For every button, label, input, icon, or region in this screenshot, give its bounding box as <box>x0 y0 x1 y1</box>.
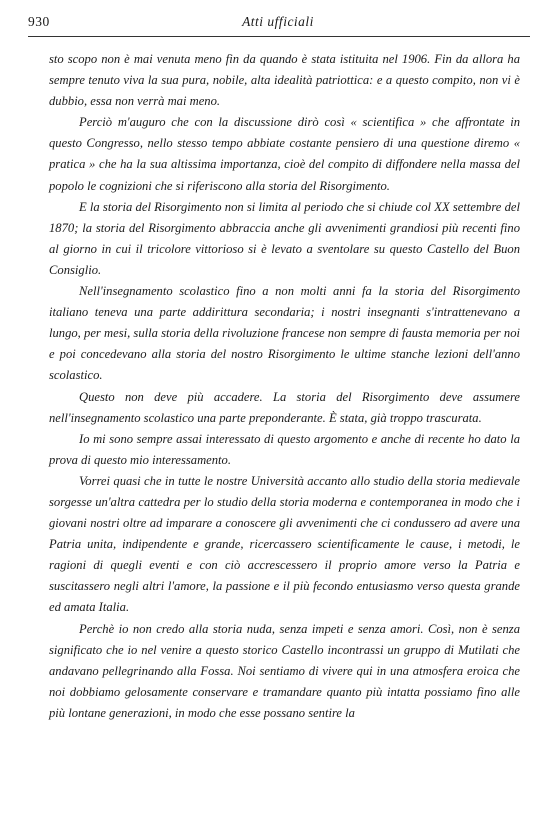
paragraph-6: Io mi sono sempre assai interessato di questo argomento e anche di recente ho dato la prova di questo mio interessamento. <box>49 431 520 467</box>
page-header <box>28 14 528 34</box>
paragraph-3: E la storia del Risorgimento non si limita al periodo che si chiude col XX settembre del 1870; la storia del Risorgimento abbraccia anche gli avvenimenti grandiosi più recenti fino al giorno in cui il tricolore vittorioso si è levato a sventolare su questo Castello del Buon Consiglio. <box>49 199 520 277</box>
body-text <box>49 49 520 724</box>
paragraph-1: sto scopo non è mai venuta meno fin da quando è stata istituita nel 1906. Fin da allora ha sempre tenuto viva la sua pura, nobile, alta idealità patriottica: e a questo compito, non vi è dubbio, essa non verrà mai meno. <box>49 52 520 109</box>
paragraph-7: Vorrei quasi che in tutte le nostre Università accanto allo studio della storia medievale sorgesse un'altra cattedra per lo studio della storia moderna e contemporanea in modo che i giovani nostri oltre ad imparare a conoscere gli avvenimenti che ci condussero ad avere una Patria unita, indipendente e grande, ricercassero scientificamente le cause, i metodi, le ragioni di quegli eventi e con ciò accrescessero il proprio amore verso la Patria e suscitassero negli altri l'amore, la passione e il più fecondo entusiasmo verso questa grande ed amata Italia. <box>49 473 520 615</box>
header-rule <box>28 36 530 37</box>
paragraph-2: Perciò m'auguro che con la discussione dirò così « scientifica » che affrontate in questo Congresso, nello stesso tempo abbiate costante pensiero di una questione diremo « pratica » che ha la sua altissima importanza, cioè del compito di diffondere nella massa del popolo le cognizioni che si riferiscono alla storia del Risorgimento. <box>49 115 520 193</box>
running-title: Atti ufficiali <box>242 14 314 29</box>
page-number: 930 <box>28 14 50 29</box>
paragraph-5: Questo non deve più accadere. La storia del Risorgimento deve assumere nell'insegnamento scolastico una parte preponderante. È stata, già troppo trascurata. <box>49 389 520 425</box>
paragraph-4: Nell'insegnamento scolastico fino a non molti anni fa la storia del Risorgimento italiano teneva una parte addirittura secondaria; i nostri insegnanti s'intrattenevano a lungo, per mesi, sulla storia della rivoluzione francese non sempre di fausta memoria per noi e poi concedevano alla storia del nostro Risorgimento le ultime stanche lezioni dell'anno scolastico. <box>49 284 520 383</box>
paragraph-8: Perchè io non credo alla storia nuda, senza impeti e senza amori. Così, non è senza significato che io nel venire a questo storico Castello incontrassi un gruppo di Mutilati che andavano pellegrinando alla Fossa. Noi sentiamo di vivere qui in una atmosfera eroica che noi dobbiamo gelosamente conservare e tramandare quanto più intatta possiamo fino alle più lontane generazioni, in modo che esse possano sentire la <box>49 621 520 720</box>
